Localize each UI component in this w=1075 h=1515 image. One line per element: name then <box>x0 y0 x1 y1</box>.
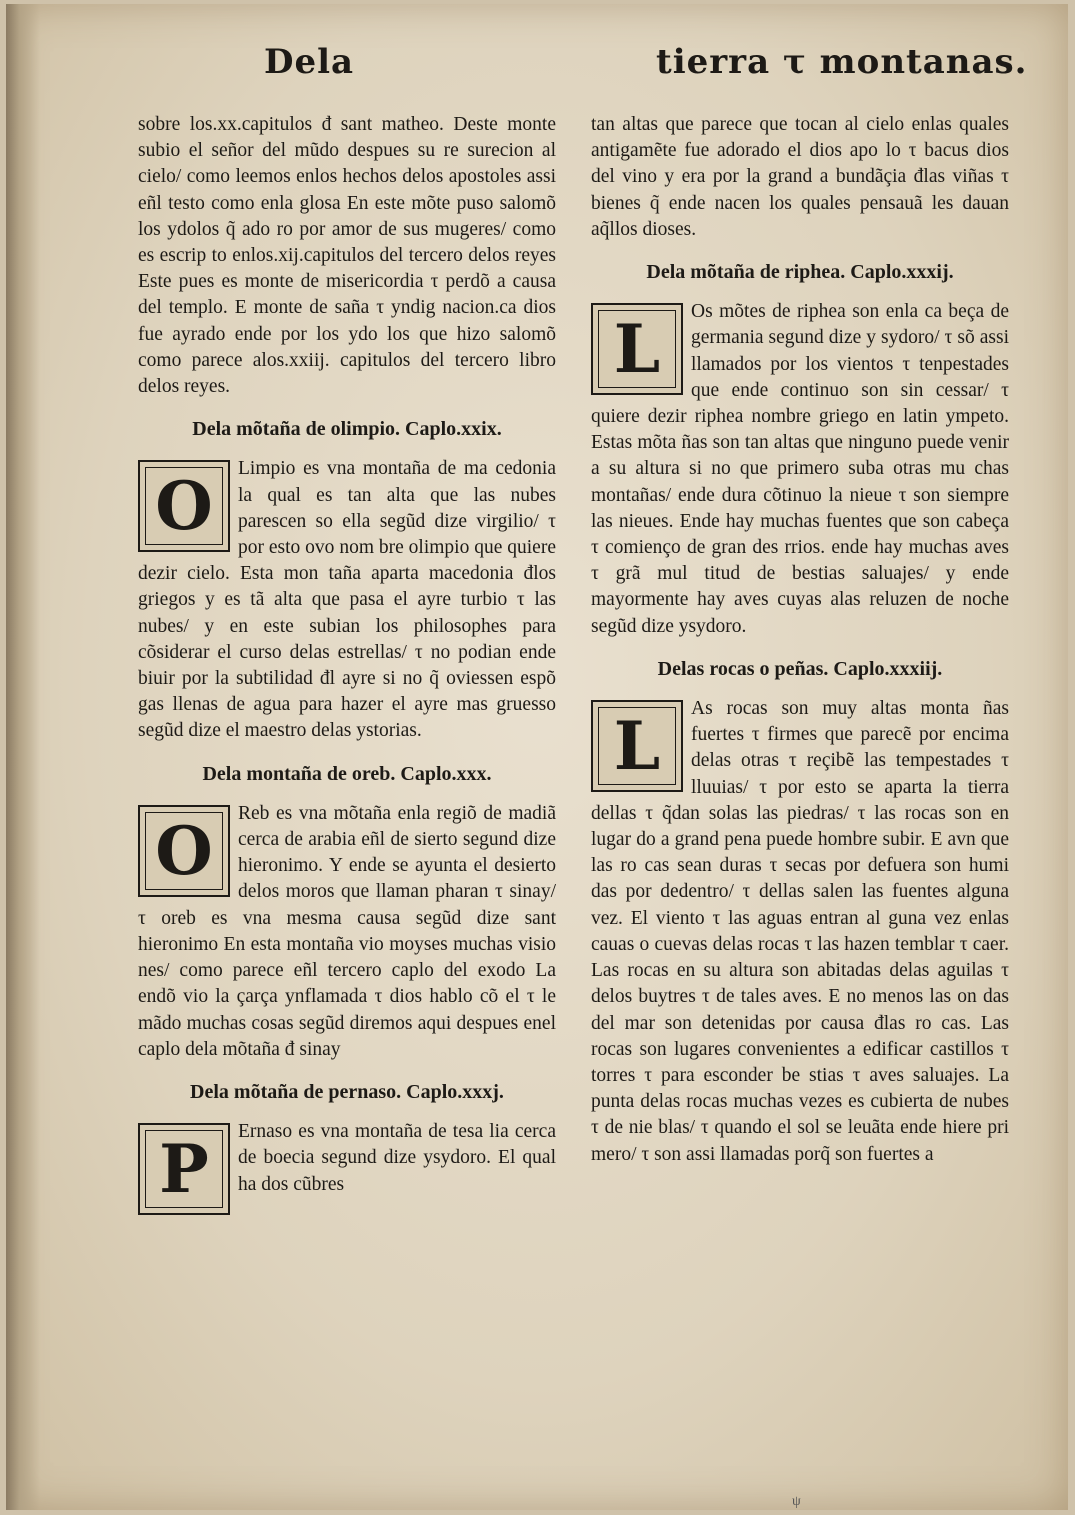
decorated-initial: O <box>138 805 230 897</box>
chapter-text: Reb es vna mõtaña enla regiõ de madiã cerca de arabia eñl de sierto segund dize hieronimo. Y ende se ayunta el desierto delos moros que llaman pharan τ sinay/ τ oreb es vna mesma causa segũd dize sant hieronimo En esta montaña vio moyses muchas visio nes/ como parece eñl tercero caplo del exodo La endõ vio la çarça ynflamada τ dios hablo cõ el τ le mãdo muchas cosas segũd diremos aqui despues enel caplo dela mõtaña đ sinay <box>138 802 556 1060</box>
book-page <box>6 4 1068 1510</box>
chapter-oreb <box>138 801 556 1063</box>
decorated-initial: O <box>138 460 230 552</box>
chapter-heading-rocas: Delas rocas o peñas. Caplo.xxxiij. <box>657 657 943 680</box>
running-head-right: tierra τ montanas. <box>656 42 1028 82</box>
right-column <box>591 112 1009 1168</box>
chapter-text: Os mõtes de riphea son enla ca beça de germania segund dize y sydoro/ τ sõ assi llamados por los vientos τ tenpestades que ende continuo son sin cessar/ τ quiere dezir riphea nombre griego en latin ympeto. Estas mõta ñas son tan altas que ninguno puede venir a su altura si no que primero suba otras mu chas montañas/ ende dura cõtinuo la nieue τ son siempre las nieues. Ende hay muchas fuentes que son cabeça τ comienço de gran des rrios. ende hay muchas aves τ grã mul titud de bestias saluajes/ y ende mayormente hay aves cuyas alas reluzen de noche segũd dize ysydoro. <box>591 301 1009 637</box>
continued-text: sobre los.xx.capitulos đ sant matheo. Deste monte subio el señor del mũdo despues su re surecion al cielo/ como leemos enlos hechos delos apostoles assi eñl testo como enla glosa En este mõte puso salomõ los ydolos q̃ ado ro por amor de sus mugeres/ como es escrip to enlos.xij.capitulos del tercero delos reyes Este pues es monte de misericordia τ perdõ a causa del templo. E monte de saña τ yndig nacion.ca dios fue ayrado ende por los ydo los que hizo salomõ como parece alos.xxiij. capitulos del tercero libro delos reyes. <box>138 114 556 398</box>
chapter-text: As rocas son muy altas monta ñas fuertes τ firmes que parecẽ por encima delas otras τ reçibẽ las tempestades τ lluuias/ τ por esto se aparta la tierra dellas τ q̃dan solas las piedras/ τ las rocas son en lugar do a grand pena puede hombre subir. E avn que las ro cas sean duras τ secas por defuera son humi das por dedentro/ τ dellas salen las fuentes alguna vez. El viento τ las aguas entran al guna vez enlas cauas o cuevas delas rocas τ las hazen temblar τ caer. Las rocas en su altura son abitadas delas aguilas τ delos buytres τ de tales aves. E no menos las on das del mar son detenidas por causa đlas ro cas. Las rocas son lugares convenientes a edificar castillos τ torres τ para esconder be stias τ aves saluajes. La punta delas rocas muchas vezes es cubierta de nubes τ de nie blas/ τ quando el sol se leuãta ende hiere pri mero/ τ son assi llamadas porq̃ son fuertes a <box>591 698 1009 1165</box>
chapter-heading-pernaso: Dela mõtaña de pernaso. Caplo.xxxj. <box>190 1080 504 1103</box>
chapter-olimpio <box>138 456 556 744</box>
running-head-left: Dela <box>264 42 355 82</box>
continued-text: tan altas que parece que tocan al cielo enlas quales antigamẽte fue adorado el dios apo lo τ bacus dios del vino y era por la grand a bundãçia đlas viñas τ bienes q̃ ende nacen los quales pensauã les dauan aq̃llos dioses. <box>591 114 1009 240</box>
decorated-initial: P <box>138 1123 230 1215</box>
folio-mark: ψ <box>792 1494 801 1509</box>
decorated-initial: L <box>591 700 683 792</box>
decorated-initial: L <box>591 303 683 395</box>
left-column <box>138 112 556 1217</box>
chapter-text: Limpio es vna montaña de ma cedonia la qual es tan alta que las nubes parescen so ella segũd dize virgilio/ τ por esto ovo nom bre olimpio que quiere dezir cielo. Esta mon taña aparta macedonia đlos griegos y es tã alta que pasa el ayre turbio τ las nubes/ y en este subian los philosophes para cõsiderar el curso delas estrellas/ τ no podian ende biuir por la subtilidad đl ayre si no q̃ oviessen espõ gas llenas de agua para hazer el ayre mas gruesso segũd dize el maestro delas ystorias. <box>138 458 556 742</box>
chapter-riphea <box>591 299 1009 640</box>
chapter-heading-oreb: Dela montaña de oreb. Caplo.xxx. <box>202 762 492 785</box>
chapter-heading-riphea: Dela mõtaña de riphea. Caplo.xxxij. <box>646 261 954 284</box>
chapter-heading-olimpio: Dela mõtaña de olimpio. Caplo.xxix. <box>192 418 502 441</box>
chapter-pernaso <box>138 1119 556 1208</box>
chapter-rocas <box>591 696 1009 1168</box>
page-gutter <box>6 4 40 1510</box>
chapter-text: Ernaso es vna montaña de tesa lia cerca de boecia segund dize ysydoro. El qual ha dos cũbres <box>238 1121 556 1195</box>
